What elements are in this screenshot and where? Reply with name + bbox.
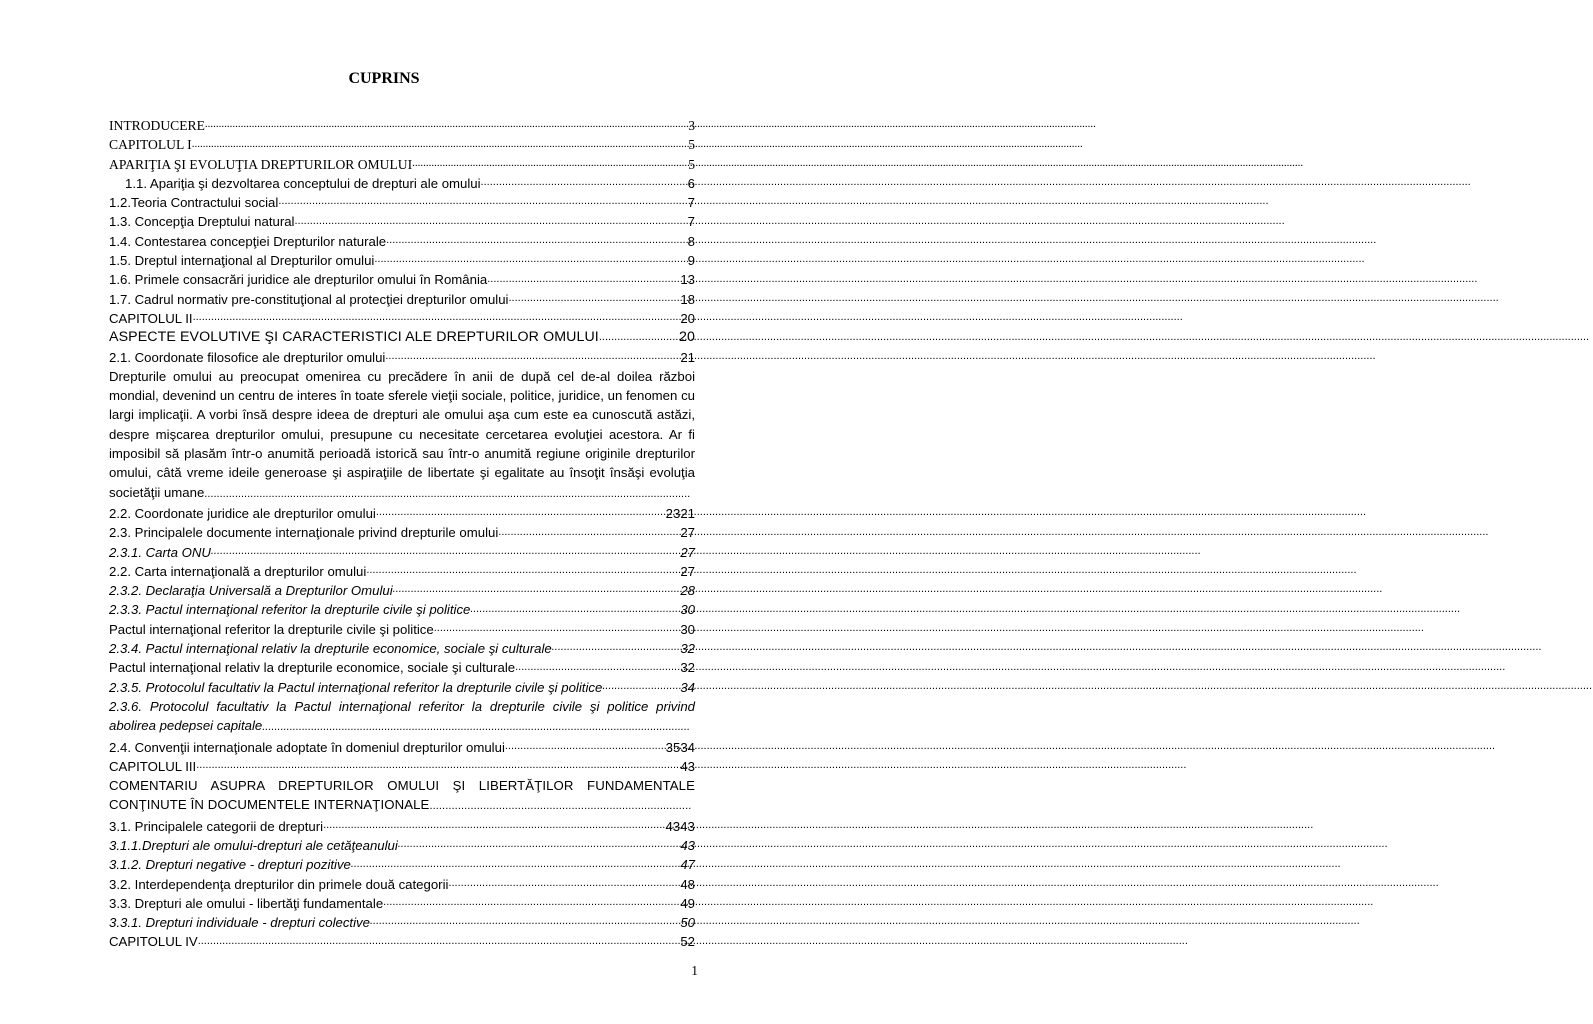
toc-entry-label: 3.3.1. Drepturi individuale - drepturi colective [109, 915, 370, 931]
toc-leader-dots [508, 291, 680, 306]
page-title: CUPRINS [348, 70, 420, 87]
toc-entry-label: 2.2. Coordonate juridice ale drepturilor omului [109, 505, 376, 521]
toc-entry-label: 1.2.Teoria Contractului social [109, 195, 279, 211]
toc-entry[interactable] [109, 116, 695, 135]
toc-leader-dots [198, 934, 681, 949]
toc-entry-page: 35 [665, 739, 681, 755]
toc-entry-page: 34 [680, 739, 695, 755]
toc-entry-label: APARIŢIA ŞI EVOLUŢIA DREPTURILOR OMULUI [109, 156, 413, 172]
toc-entry-page: 27 [680, 525, 695, 541]
toc-leader-dots [602, 679, 680, 694]
toc-entry-page: 9 [687, 253, 695, 269]
toc-entry-page: 13 [680, 272, 695, 288]
toc-leader-dots [205, 117, 688, 132]
toc-entry-label: 2.3.3. Pactul internaţional referitor la drepturile civile şi politice [109, 602, 471, 618]
toc-leader-dots [376, 505, 666, 520]
toc-entry[interactable] [109, 817, 680, 836]
toc-entry[interactable] [109, 251, 695, 270]
toc-entry-label: 2.3.1. Carta ONU [109, 544, 211, 560]
toc-entry[interactable] [109, 290, 695, 309]
toc-leader-dots [386, 233, 688, 248]
toc-leader-dots [374, 252, 687, 267]
toc-leader-dots [385, 349, 680, 364]
toc-entry-label: 3.1.2. Drepturi negative - drepturi pozitive [109, 857, 351, 873]
toc-leader-dots [398, 837, 681, 852]
toc-leader-dots [599, 330, 679, 345]
toc-leader-dots: ............................................................................................................................................ [262, 721, 691, 734]
toc-entry-page: 49 [680, 895, 695, 911]
toc-leader-dots [434, 621, 681, 636]
toc-leader-dots [193, 310, 681, 325]
toc-entry-page: 34 [680, 679, 695, 695]
toc-leader-dots [192, 137, 689, 152]
toc-entry-page: 20 [680, 310, 695, 326]
toc-entry-page: 47 [680, 857, 695, 873]
toc-leader-dots [370, 914, 680, 929]
toc-entry-page: 5 [688, 137, 695, 153]
toc-entry[interactable] [109, 855, 695, 874]
toc-entry[interactable] [109, 932, 695, 951]
toc-leader-dots [278, 194, 687, 209]
toc-leader-dots: ................................................................................... [429, 800, 692, 813]
toc-leader-dots [552, 640, 681, 655]
toc-leader-dots [448, 876, 680, 891]
toc-entry-label: 2.3.6. Protocolul facultativ la Pactul internaţional referitor la drepturile civile şi politice privind abolirea pedepsei capitale............................................................................................................................................ 34 [109, 697, 695, 738]
toc-entry-label: 1.6. Primele consacrări juridice ale drepturilor omului în România [109, 272, 488, 288]
toc-entry[interactable] [109, 328, 695, 347]
toc-leader-dots [323, 818, 665, 833]
toc-entry-page: 28 [680, 583, 695, 599]
toc-entry-page: 30 [680, 602, 695, 618]
toc-entry-label: 3.1.1.Drepturi ale omului-drepturi ale cetăţeanului [109, 837, 398, 853]
toc-entry-label: Pactul internaţional referitor la drepturile civile şi politice [109, 621, 434, 637]
toc-entry-page: 43 [680, 818, 695, 834]
toc-leader-dots [294, 214, 687, 229]
toc-entry-label: 2.4. Convenţii internaţionale adoptate în domeniul drepturilor omului [109, 739, 505, 755]
toc-entry[interactable] [109, 504, 680, 523]
toc-entry-page: 27 [680, 563, 695, 579]
toc-entry[interactable] [109, 913, 695, 932]
toc-entry[interactable] [109, 543, 695, 562]
toc-leader-dots [505, 739, 666, 754]
toc-entry-page: 32 [680, 641, 695, 657]
toc-leader-dots [383, 895, 680, 910]
toc-entry-label: 1.4. Contestarea concepţiei Drepturilor naturale [109, 233, 387, 249]
toc-entry-label: 2.3.4. Pactul internaţional relativ la drepturile economice, sociale şi culturale [109, 641, 552, 657]
toc-leader-dots [481, 175, 688, 190]
toc-entry[interactable] [109, 155, 695, 174]
toc-entry-label: 1.5. Dreptul internaţional al Drepturilor omului [109, 253, 375, 269]
toc-entry-label: 3.2. Interdependenţa drepturilor din primele două categorii [109, 876, 449, 892]
toc-entry-page: 21 [680, 349, 695, 365]
toc-leader-dots [196, 758, 680, 773]
toc-leader-dots [487, 272, 680, 287]
toc-leader-dots: ............................................................................................................................................................... [204, 487, 691, 500]
toc-entry-label: Drepturile omului au preocupat omenirea cu precădere în anii de după cel de-al doilea război mondial, devenind un centru de interes în toate sferele vieţii sociale, politice, juridice, un fenomen cu largi implicaţii. A vorbi însă despre ideea de drepturi ale omului aşa cum este ea cunoscută astăzi, despre mişcarea drepturilor omului, presupune cu necesitate cercetarea evoluţiei acestora. Ar fi imposibil să plasăm într-o anumită perioadă istorică sau într-o anumită regiune originile drepturilor omului, câtă vreme ideile generoase şi aspiraţiile de libertate şi egalitate au însoţit însăşi evoluţia societăţii umane............................................................................................................................................................... 21 [109, 367, 695, 504]
toc-entry-page: 18 [680, 291, 695, 307]
toc-entry-label: 2.3. Principalele documente internaţionale privind drepturile omului [109, 525, 499, 541]
toc-entry-label: 1.1. Apariţia şi dezvoltarea conceptului de drepturi ale omului [125, 175, 481, 191]
toc-entry-label: CAPITOLUL I [109, 137, 192, 153]
table-of-contents [109, 116, 695, 952]
toc-leader-dots [366, 563, 680, 578]
toc-entry-page: 5 [688, 156, 695, 172]
toc-entry-page: 50 [680, 915, 695, 931]
toc-entry-label: 3.3. Drepturi ale omului - libertăţi fundamentale [109, 895, 384, 911]
toc-entry-page: 3 [688, 118, 695, 133]
toc-entry-page: 27 [680, 544, 695, 560]
toc-leader-dots [351, 857, 680, 872]
toc-entry[interactable] [109, 836, 695, 855]
toc-entry[interactable] [109, 562, 695, 581]
toc-entry-label: 1.7. Cadrul normativ pre-constituţional al protecţiei drepturilor omului [109, 291, 509, 307]
toc-entry[interactable] [109, 523, 695, 542]
toc-leader-dots [515, 660, 680, 675]
toc-entry-page: 23 [665, 505, 681, 521]
toc-entry[interactable] [109, 193, 695, 212]
toc-entry-page: 7 [687, 195, 695, 211]
toc-entry-page: 6 [687, 175, 695, 191]
toc-entry-page: 52 [680, 934, 695, 950]
toc-entry[interactable] [109, 348, 695, 367]
toc-entry-label: CAPITOLUL III [109, 758, 197, 774]
toc-entry-label: 2.3.5. Protocolul facultativ la Pactul internaţional referitor la drepturile civile şi politice [109, 679, 603, 695]
toc-leader-dots [498, 525, 680, 540]
toc-entry[interactable] [109, 678, 695, 697]
toc-entry-label: 1.3. Concepţia Dreptului natural [109, 214, 295, 230]
toc-entry-page: 30 [680, 621, 695, 637]
toc-leader-dots [211, 544, 680, 559]
toc-leader-dots [393, 582, 681, 597]
toc-entry-page: 32 [680, 660, 695, 676]
toc-entry[interactable] [109, 894, 695, 913]
toc-entry-label: COMENTARIU ASUPRA DREPTURILOR OMULUI ŞI LIBERTĂŢILOR FUNDAMENTALE CONŢINUTE ÎN DOCUMENTELE INTERNAŢIONALE................................................................................... 43 [109, 776, 695, 817]
toc-entry-label: 2.3.2. Declaraţia Universală a Drepturilor Omului [109, 583, 393, 599]
toc-entry[interactable] [109, 212, 695, 231]
toc-entry-page: 20 [679, 329, 695, 346]
toc-entry-label: 3.1. Principalele categorii de drepturi [109, 818, 324, 834]
toc-entry-label: CAPITOLUL IV [109, 934, 198, 950]
toc-entry[interactable] [109, 658, 695, 677]
toc-entry-label: INTRODUCERE [109, 118, 205, 133]
toc-entry[interactable] [109, 639, 695, 658]
toc-entry[interactable] [109, 620, 695, 639]
toc-entry[interactable] [109, 135, 695, 154]
toc-entry[interactable] [109, 875, 695, 894]
toc-entry-page: 21 [680, 505, 695, 521]
toc-entry[interactable] [109, 174, 695, 193]
toc-entry[interactable] [109, 600, 695, 619]
toc-leader-dots [412, 156, 688, 171]
toc-entry-label: Pactul internaţional relativ la drepturile economice, sociale şi culturale [109, 660, 516, 676]
toc-entry-label: CAPITOLUL II [109, 310, 193, 326]
toc-entry[interactable] [109, 738, 680, 757]
toc-leader-dots [470, 602, 680, 617]
toc-entry[interactable] [109, 232, 695, 251]
toc-entry[interactable] [109, 309, 695, 328]
toc-entry-page: 43 [680, 758, 695, 774]
page-number: 1 [691, 963, 698, 978]
toc-entry-page: 8 [687, 233, 695, 249]
toc-entry-label: 2.2. Carta internaţională a drepturilor omului [109, 563, 367, 579]
toc-entry-page: 7 [687, 214, 695, 230]
toc-entry-label: ASPECTE EVOLUTIVE ŞI CARACTERISTICI ALE DREPTURILOR OMULUI [109, 329, 599, 346]
toc-entry[interactable] [109, 757, 695, 776]
toc-entry[interactable] [109, 581, 695, 600]
toc-entry-label: 2.1. Coordonate filosofice ale drepturilor omului [109, 349, 386, 365]
toc-entry-page: 48 [680, 876, 695, 892]
toc-entry-page: 43 [665, 818, 681, 834]
toc-entry[interactable] [109, 270, 695, 289]
toc-entry-page: 43 [680, 837, 695, 853]
